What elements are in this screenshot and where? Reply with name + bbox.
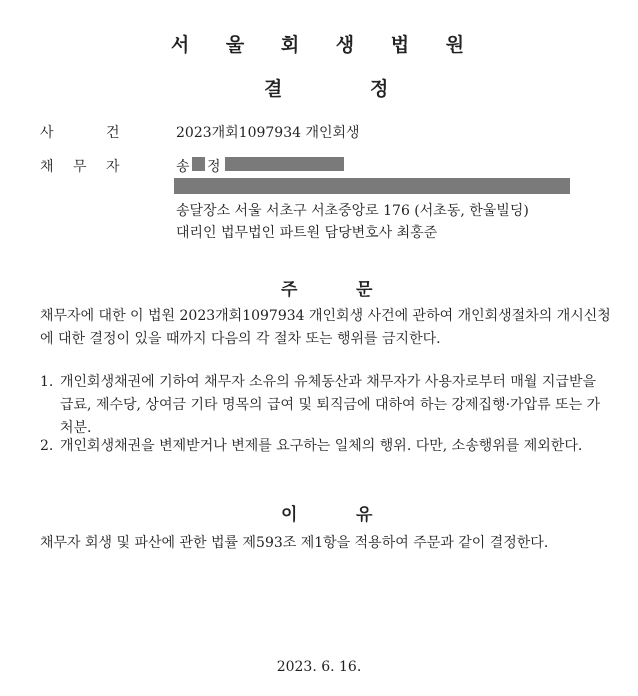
case-label-b: 건 — [106, 125, 120, 141]
order-item-2-number: 2. — [40, 438, 54, 454]
reason-text: 채무자 회생 및 파산에 관한 법률 제593조 제1항을 적용하여 주문과 같이 결정한다. — [40, 535, 549, 551]
order-text: 채무자에 대한 이 법원 2023개회1097934 개인회생 사건에 관하여 개인회생절차의 개시신청에 대한 결정이 있을 때까지 다음의 각 절차 또는 행위를 금지한다. — [40, 308, 611, 347]
case-label-a: 사 — [40, 125, 54, 141]
decision-title-right: 정 — [370, 78, 389, 100]
case-number: 2023개회1097934 개인회생 — [176, 125, 360, 141]
decision-title-left: 결 — [264, 78, 283, 100]
order-item-1 — [40, 371, 612, 440]
redaction-address — [174, 178, 570, 194]
redaction-id — [225, 157, 344, 171]
agent: 대리인 법무법인 파트원 담당변호사 최홍준 — [176, 225, 438, 241]
debtor-label-b: 무 — [73, 159, 87, 175]
reason-heading-left: 이 — [281, 505, 298, 525]
decision-date: 2023. 6. 16. — [276, 659, 362, 675]
order-item-1-number: 1. — [40, 374, 54, 390]
redaction-name — [192, 157, 205, 171]
order-heading-left: 주 — [281, 280, 298, 300]
order-item-2 — [40, 435, 612, 458]
order-item-2-text: 개인회생채권을 변제받거나 변제를 요구하는 일체의 행위. 다만, 소송행위를 제외한다. — [60, 438, 583, 454]
debtor-name-first: 송 — [176, 159, 190, 175]
reason-heading-right: 유 — [356, 505, 373, 525]
service-address: 송달장소 서울 서초구 서초중앙로 176 (서초동, 한울빌딩) — [176, 203, 529, 219]
debtor-label-c: 자 — [106, 159, 120, 175]
debtor-name-last: 정 — [207, 159, 221, 175]
order-item-1-text: 개인회생채권에 기하여 채무자 소유의 유체동산과 채무자가 사용자로부터 매월 지급받을 급료, 제수당, 상여금 기타 명목의 급여 및 퇴직금에 대하여 하는 강제집행·가압류 또는 가처분. — [60, 374, 601, 436]
court-name: 서 울 회 생 법 원 — [170, 34, 480, 56]
order-heading-right: 문 — [356, 280, 373, 300]
debtor-label-a: 채 — [40, 159, 54, 175]
